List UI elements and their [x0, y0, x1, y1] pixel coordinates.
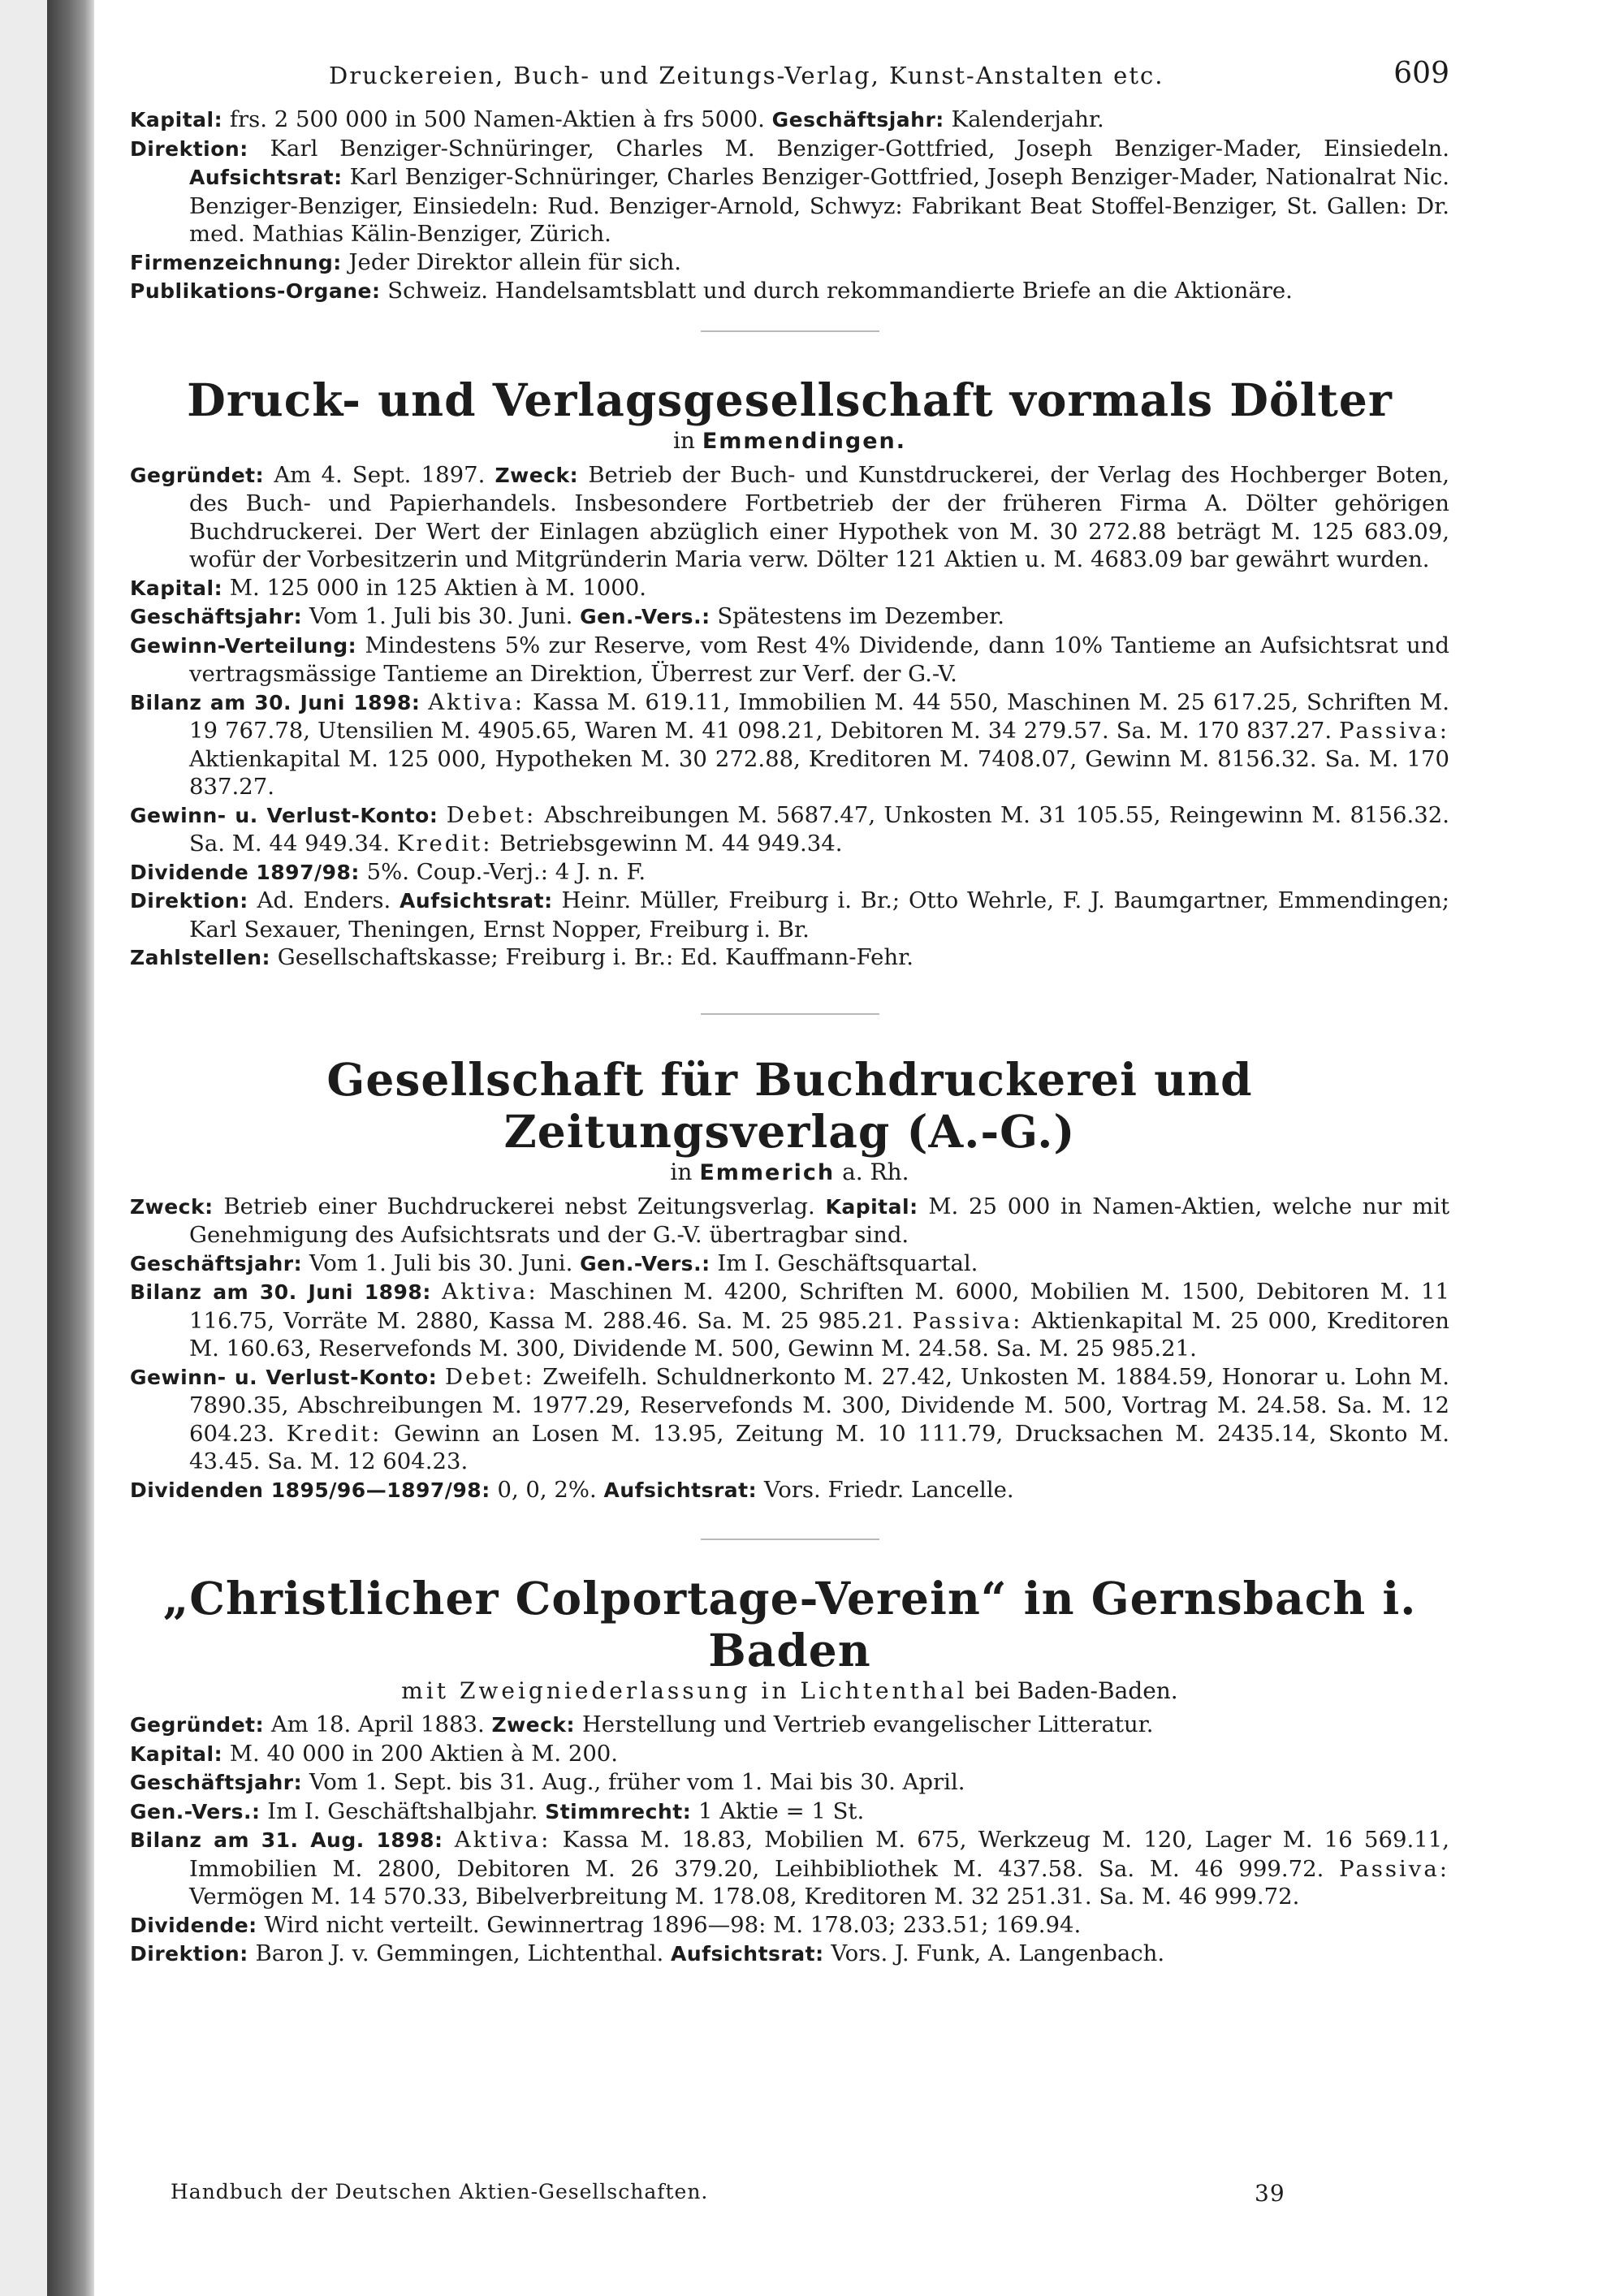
page-footer — [171, 2180, 1307, 2207]
entry-heading-colportage: „Christlicher Colportage-Verein“ in Gernsbach i. Baden — [162, 1572, 1417, 1677]
kapital-line: Kapital: frs. 2 500 000 in 500 Namen-Aktien à frs 5000. Geschäftsjahr: Kalenderjahr. — [130, 106, 1104, 132]
zahlstellen-line: Zahlstellen: Gesellschaftskasse; Freiburg i. Br.: Ed. Kauffmann-Fehr. — [130, 944, 914, 970]
guv-line: Gewinn- u. Verlust-Konto: Debet: Zweifelh. Schuldnerkonto M. 27.42, Unkosten M. 1884.59, Honorar u. Lohn M. 7890.35, Abschreibungen M. 1977.29, Reservefonds M. 300, Dividende M. 500, Vortrag M. 24.58. Sa. M. 12 604.23. Kredit: Gewinn an Losen M. 13.95, Zeitung M. 10 111.79, Drucksachen M. 2435.14, Skonto M. 43.45. Sa. M. 12 604.23. — [130, 1363, 1450, 1474]
entry-location: in Emmendingen. — [672, 426, 907, 454]
entry-emmerich — [130, 1193, 1449, 1505]
entry-benziger-continued — [130, 106, 1449, 306]
genvers-line: Gen.-Vers.: Im I. Geschäftshalbjahr. Stimmrecht: 1 Aktie = 1 St. — [130, 1798, 865, 1824]
firmenzeichnung-line: Firmenzeichnung: Jeder Direktor allein für sich. — [130, 248, 682, 275]
running-header — [130, 57, 1449, 106]
publikation-line: Publikations-Organe: Schweiz. Handelsamtsblatt und durch rekommandierte Briefe an die Aktionäre. — [130, 278, 1293, 304]
dividende-line: Dividende: Wird nicht verteilt. Gewinnertrag 1896—98: M. 178.03; 233.51; 169.94. — [130, 1911, 1082, 1938]
direktion-line: Direktion: Karl Benziger-Schnüringer, Charles M. Benziger-Gottfried, Joseph Benziger-Mader, Einsiedeln. Aufsichtsrat: Karl Benziger-Schnüringer, Charles Benziger-Gottfried, Joseph Benziger-Mader, Nationalrat Nic. Benziger-Benziger, Einsiedeln: Rud. Benziger-Arnold, Schwyz: Fabrikant Beat Stoffel-Benziger, St. Gallen: Dr. med. Mathias Kälin-Benziger, Zürich. — [130, 135, 1450, 247]
kapital-line: Kapital: M. 125 000 in 125 Aktien à M. 1000. — [130, 574, 647, 601]
geschaeftsjahr-line: Geschäftsjahr: Vom 1. Sept. bis 31. Aug., früher vom 1. Mai bis 30. April. — [130, 1769, 965, 1795]
direktion-line: Direktion: Ad. Enders. Aufsichtsrat: Heinr. Müller, Freiburg i. Br.; Otto Wehrle, F. J. Baumgartner, Emmendingen; Karl Sexauer, Theningen, Ernst Nopper, Freiburg i. Br. — [130, 887, 1449, 943]
footer-sheet-number: 39 — [1255, 2180, 1285, 2207]
zweck-line: Zweck: Betrieb einer Buchdruckerei nebst Zeitungsverlag. Kapital: M. 25 000 in Namen-Aktien, welche nur mit Genehmigung des Aufsichtsrats und der G.-V. übertragbar sind. — [130, 1193, 1450, 1248]
entry-subtitle: mit Zweigniederlassung in Lichtenthal bei Baden-Baden. — [401, 1677, 1178, 1704]
gegruendet-line: Gegründet: Am 4. Sept. 1897. Zweck: Betrieb der Buch- und Kunstdruckerei, der Verlag des Hochberger Boten, des Buch- und Papierhandels. Insbesondere Fortbetrieb der der früheren Firma A. Dölter gehörigen Buchdruckerei. Der Wert der Einlagen abzüglich einer Hypothek von M. 30 272.88 beträgt M. 125 683.09, wofür der Vorbesitzerin und Mitgründerin Maria verw. Dölter 121 Aktien u. M. 4683.09 bar gewährt wurden. — [130, 461, 1449, 572]
running-title: Druckereien, Buch- und Zeitungs-Verlag, Kunst-Anstalten etc. — [329, 62, 1164, 89]
guv-line: Gewinn- u. Verlust-Konto: Debet: Abschreibungen M. 5687.47, Unkosten M. 31 105.55, Reingewinn M. 8156.32. Sa. M. 44 949.34. Kredit: Betriebsgewinn M. 44 949.34. — [130, 801, 1449, 857]
bilanz-line: Bilanz am 30. Juni 1898: Aktiva: Maschinen M. 4200, Schriften M. 6000, Mobilien M. 1500, Debitoren M. 11 116.75, Vorräte M. 2880, Kassa M. 288.46. Sa. M. 25 985.21. Passiva: Aktienkapital M. 25 000, Kreditoren M. 160.63, Reservefonds M. 300, Dividende M. 500, Gewinn M. 24.58. Sa. M. 25 985.21. — [130, 1279, 1450, 1362]
bilanz-line: Bilanz am 31. Aug. 1898: Aktiva: Kassa M. 18.83, Mobilien M. 675, Werkzeug M. 120, Lager M. 16 569.11, Immobilien M. 2800, Debitoren M. 26 379.20, Leihbibliothek M. 437.58. Sa. M. 46 999.72. Passiva: Vermögen M. 14 570.33, Bibelverbreitung M. 178.08, Kreditoren M. 32 251.31. Sa. M. 46 999.72. — [130, 1827, 1450, 1910]
geschaeftsjahr-line: Geschäftsjahr: Vom 1. Juli bis 30. Juni. Gen.-Vers.: Im I. Geschäftsquartal. — [130, 1249, 978, 1276]
entry-doelter — [130, 461, 1449, 973]
separator-rule — [701, 1013, 879, 1015]
separator-rule — [701, 330, 879, 332]
entry-heading-doelter: Druck- und Verlagsgesellschaft vormals Dölter — [187, 373, 1393, 426]
page-number: 609 — [1393, 57, 1449, 90]
direktion-line: Direktion: Baron J. v. Gemmingen, Lichtenthal. Aufsichtsrat: Vors. J. Funk, A. Langenbach. — [130, 1940, 1165, 1966]
footer-title: Handbuch der Deutschen Aktien-Gesellschaften. — [171, 2180, 709, 2203]
gewinn-verteilung-line: Gewinn-Verteilung: Mindestens 5% zur Reserve, vom Rest 4% Dividende, dann 10% Tantieme an Aufsichtsrat und vertragsmässige Tantieme an Direktion, Überrest zur Verf. der G.-V. — [130, 632, 1449, 687]
page-margin-edge — [0, 0, 49, 2296]
entry-colportage — [130, 1711, 1449, 1969]
bilanz-line: Bilanz am 30. Juni 1898: Aktiva: Kassa M. 619.11, Immobilien M. 44 550, Maschinen M. 25 617.25, Schriften M. 19 767.78, Utensilien M. 4905.65, Waren M. 41 098.21, Debitoren M. 34 279.57. Sa. M. 170 837.27. Passiva: Aktienkapital M. 125 000, Hypotheken M. 30 272.88, Kreditoren M. 7408.07, Gewinn M. 8156.32. Sa. M. 170 837.27. — [130, 688, 1449, 800]
page-body — [130, 57, 1449, 1969]
entry-location: in Emmerich a. Rh. — [670, 1158, 909, 1185]
dividende-line: Dividende 1897/98: 5%. Coup.-Verj.: 4 J. n. F. — [130, 858, 646, 885]
separator-rule — [701, 1539, 879, 1540]
kapital-line: Kapital: M. 40 000 in 200 Aktien à M. 200. — [130, 1740, 619, 1767]
dividenden-line: Dividenden 1895/96—1897/98: 0, 0, 2%. Aufsichtsrat: Vors. Friedr. Lancelle. — [130, 1476, 1014, 1503]
entry-heading-emmerich: Gesellschaft für Buchdruckerei und Zeitungsverlag (A.-G.) — [326, 1052, 1253, 1158]
book-spine-shadow — [47, 0, 94, 2296]
gegruendet-line: Gegründet: Am 18. April 1883. Zweck: Herstellung und Vertrieb evangelischer Litteratur. — [130, 1711, 1154, 1737]
geschaeftsjahr-line: Geschäftsjahr: Vom 1. Juli bis 30. Juni. Gen.-Vers.: Spätestens im Dezember. — [130, 603, 1004, 629]
